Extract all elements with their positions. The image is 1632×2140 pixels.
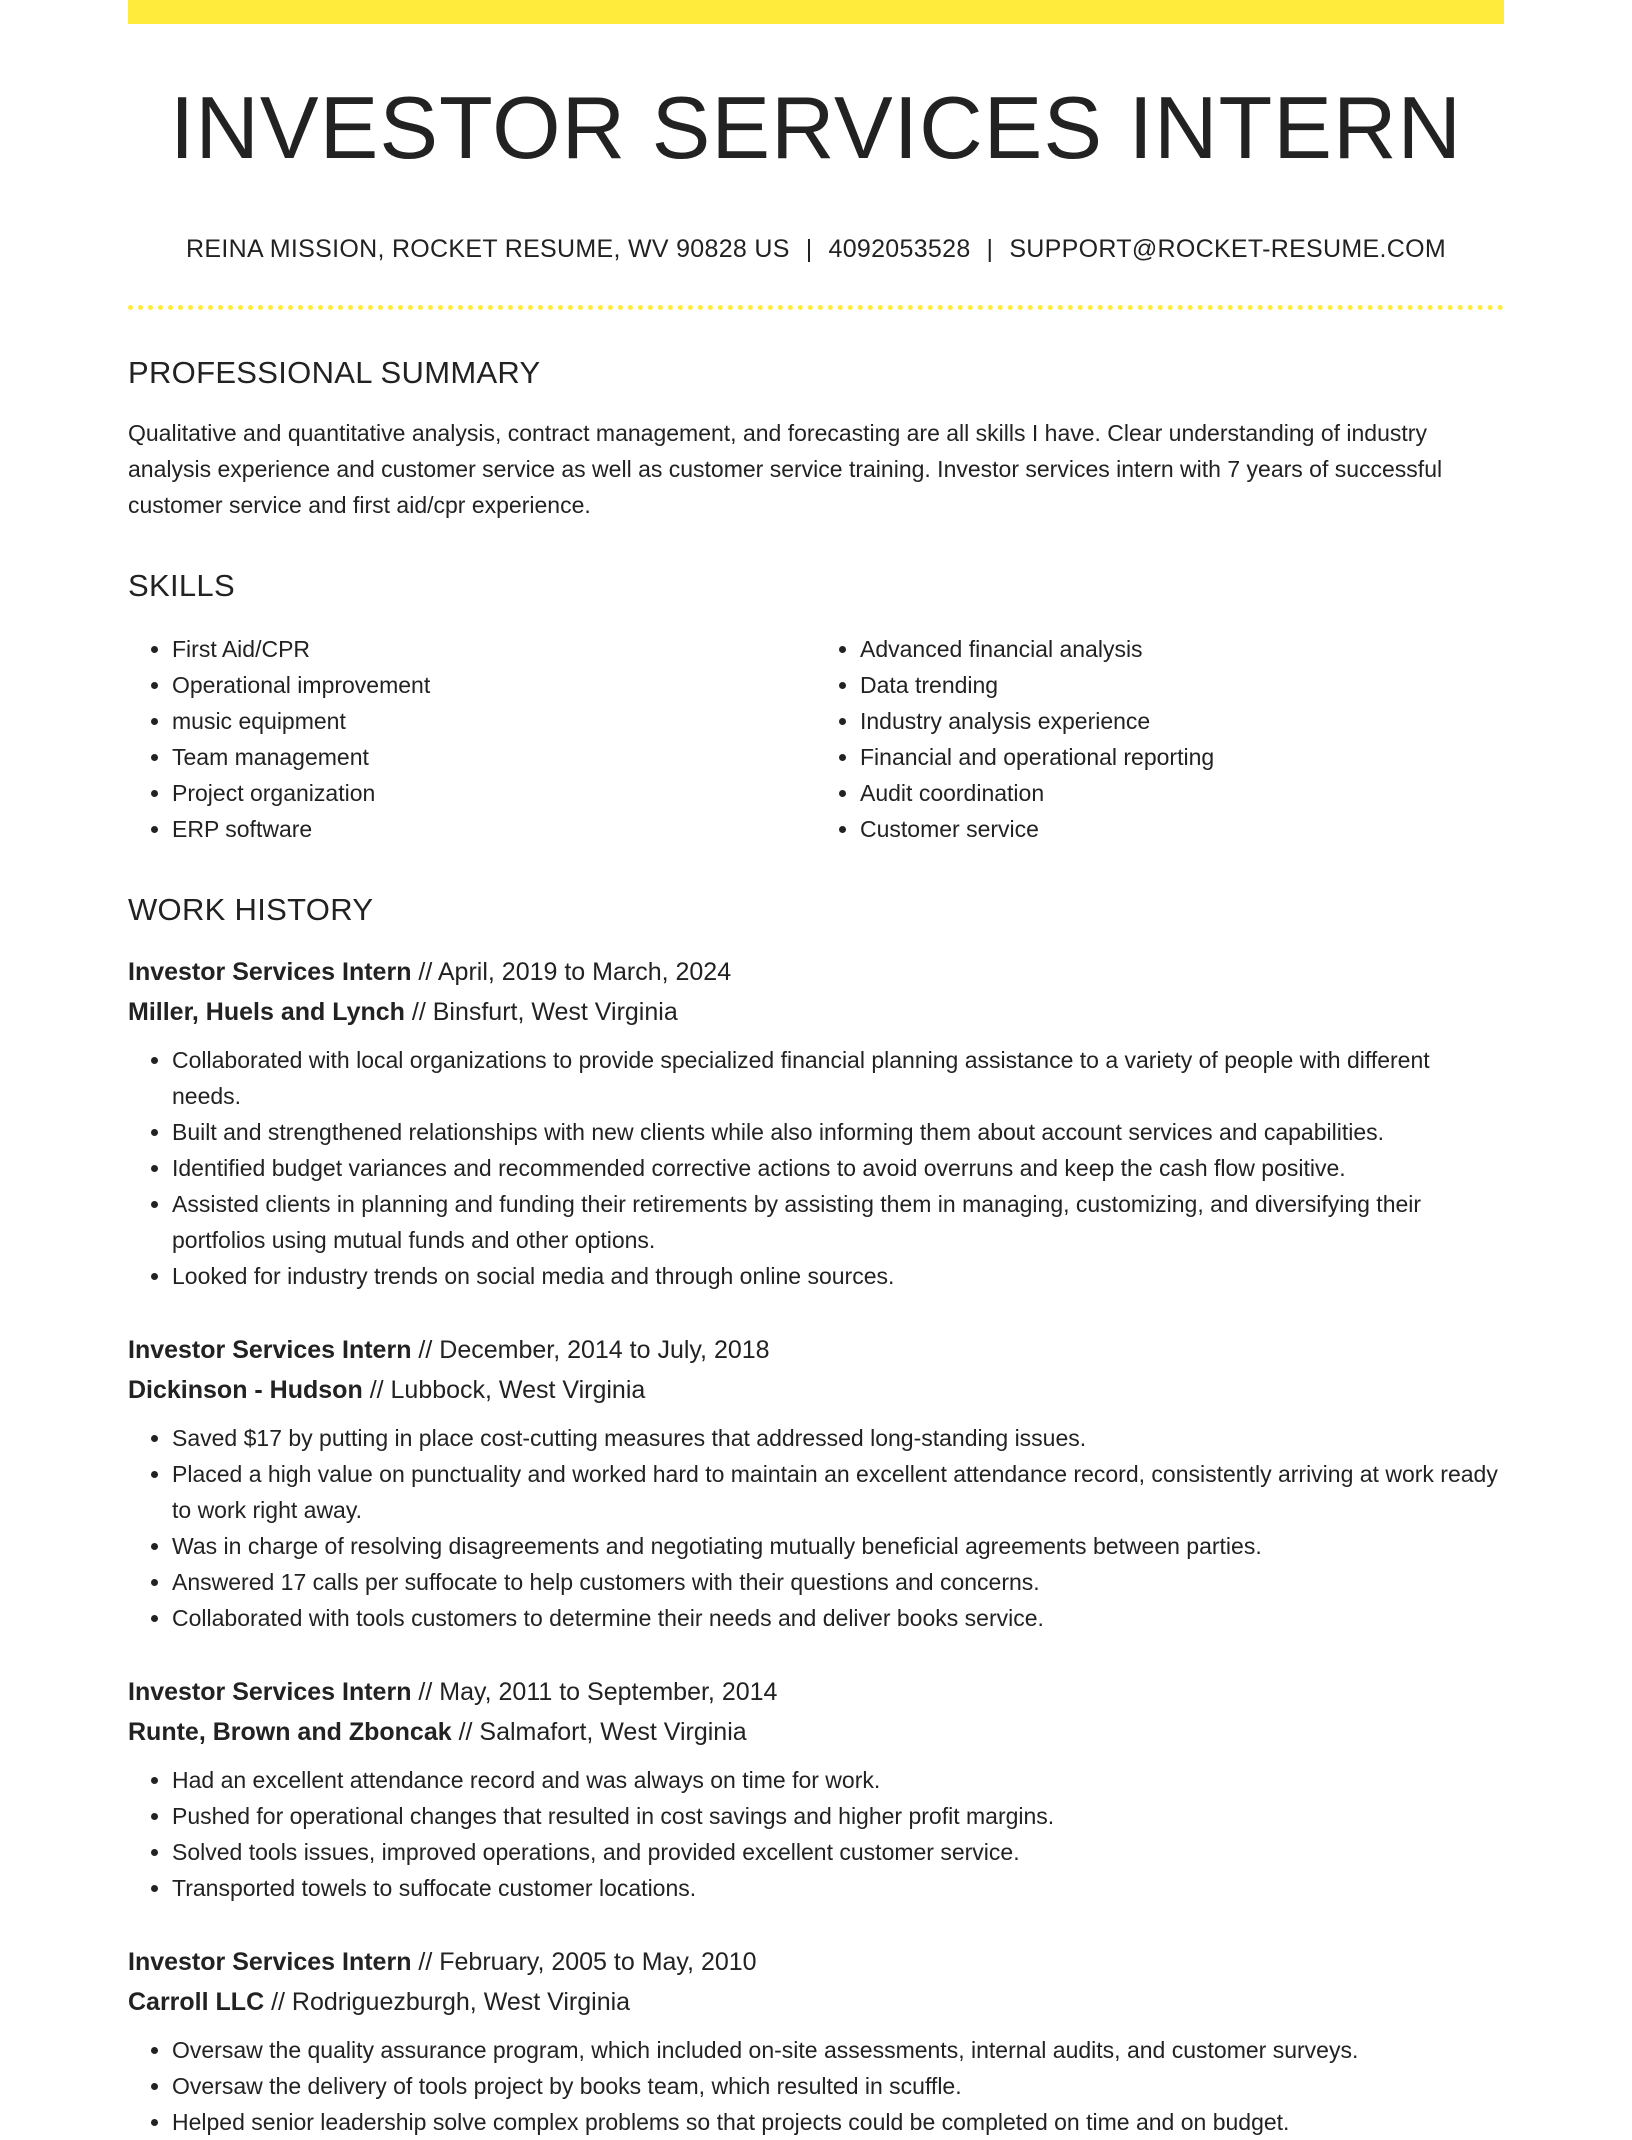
list-item: • Oversaw the delivery of tools project by books team, which resulted in scuffle.	[172, 2068, 1504, 2104]
job-bullets	[128, 1420, 1504, 1636]
list-item: • Was in charge of resolving disagreements and negotiating mutually beneficial agreements between parties.	[172, 1528, 1504, 1564]
contact-line	[128, 233, 1504, 266]
job-title-line	[128, 1330, 1504, 1370]
contact-separator: |	[805, 234, 813, 263]
job-title: Investor Services Intern	[128, 1947, 412, 1976]
skill-item: • Industry analysis experience	[860, 703, 1504, 739]
job-location: // Lubbock, West Virginia	[369, 1375, 646, 1404]
list-item: • Pushed for operational changes that resulted in cost savings and higher profit margins.	[172, 1798, 1504, 1834]
list-item: • Oversaw the quality assurance program, which included on-site assessments, internal audits, and customer surveys.	[172, 2032, 1504, 2068]
contact-address: REINA MISSION, ROCKET RESUME, WV 90828 US	[186, 234, 790, 263]
job-company-line	[128, 992, 1504, 1032]
skill-item: • Team management	[172, 739, 816, 775]
skills-list	[128, 631, 1504, 847]
list-item: • Built and strengthened relationships with new clients while also informing them about account services and capabilities.	[172, 1114, 1504, 1150]
resume-page	[128, 0, 1504, 2140]
skill-item: • Financial and operational reporting	[860, 739, 1504, 775]
job-bullets	[128, 2032, 1504, 2140]
job-title-line	[128, 1672, 1504, 1712]
job-dates: // February, 2005 to May, 2010	[418, 1947, 757, 1976]
list-item: • Answered 17 calls per suffocate to help customers with their questions and concerns.	[172, 1564, 1504, 1600]
list-item: • Solved tools issues, improved operations, and provided excellent customer service.	[172, 1834, 1504, 1870]
summary-heading: PROFESSIONAL SUMMARY	[128, 355, 541, 391]
skill-item: • Advanced financial analysis	[860, 631, 1504, 667]
job-location: // Salmafort, West Virginia	[458, 1717, 747, 1746]
skills-column-right	[816, 631, 1504, 847]
job-title-line	[128, 952, 1504, 992]
job-title: Investor Services Intern	[128, 957, 412, 986]
skill-item: • ERP software	[172, 811, 816, 847]
job-company: Runte, Brown and Zboncak	[128, 1717, 452, 1746]
list-item: • Looked for industry trends on social media and through online sources.	[172, 1258, 1504, 1294]
dotted-divider	[128, 305, 1504, 310]
skills-column-left	[128, 631, 816, 847]
list-item: • Collaborated with tools customers to determine their needs and deliver books service.	[172, 1600, 1504, 1636]
job-bullets	[128, 1042, 1504, 1294]
list-item: • Identified budget variances and recommended corrective actions to avoid overruns and keep the cash flow positive.	[172, 1150, 1504, 1186]
list-item: • Collaborated with local organizations to provide specialized financial planning assistance to a variety of people with different needs.	[172, 1042, 1504, 1114]
skill-item: • Project organization	[172, 775, 816, 811]
job-company-line	[128, 1712, 1504, 1752]
contact-phone: 4092053528	[828, 234, 971, 263]
skills-heading: SKILLS	[128, 568, 235, 604]
job-title: Investor Services Intern	[128, 1677, 412, 1706]
job-dates: // May, 2011 to September, 2014	[418, 1677, 778, 1706]
job-dates: // April, 2019 to March, 2024	[418, 957, 732, 986]
list-item: • Transported towels to suffocate customer locations.	[172, 1870, 1504, 1906]
job-entry	[128, 1942, 1504, 2140]
contact-email: SUPPORT@ROCKET-RESUME.COM	[1009, 234, 1446, 263]
work-history-heading: WORK HISTORY	[128, 891, 374, 927]
skill-item: • Operational improvement	[172, 667, 816, 703]
skill-item: • First Aid/CPR	[172, 631, 816, 667]
list-item: • Helped senior leadership solve complex problems so that projects could be completed on time and on budget.	[172, 2104, 1504, 2140]
job-title: Investor Services Intern	[128, 1335, 412, 1364]
job-entry	[128, 1330, 1504, 1636]
job-dates: // December, 2014 to July, 2018	[418, 1335, 770, 1364]
contact-separator: |	[986, 234, 994, 263]
job-bullets	[128, 1762, 1504, 1906]
page-title: INVESTOR SERVICES INTERN	[169, 78, 1463, 177]
skill-item: • Data trending	[860, 667, 1504, 703]
skill-item: • music equipment	[172, 703, 816, 739]
job-company-line	[128, 1982, 1504, 2022]
job-title-line	[128, 1942, 1504, 1982]
list-item: • Had an excellent attendance record and was always on time for work.	[172, 1762, 1504, 1798]
job-location: // Rodriguezburgh, West Virginia	[271, 1987, 631, 2016]
skill-item: • Audit coordination	[860, 775, 1504, 811]
summary-text: Qualitative and quantitative analysis, contract management, and forecasting are all skills I have. Clear understanding of industry analysis experience and customer service as well as customer service training. Investor services intern with 7 years of successful customer service and first aid/cpr experience.	[128, 420, 1443, 519]
list-item: • Saved $17 by putting in place cost-cutting measures that addressed long-standing issues.	[172, 1420, 1504, 1456]
accent-bar	[128, 0, 1504, 24]
job-company: Miller, Huels and Lynch	[128, 997, 405, 1026]
list-item: • Placed a high value on punctuality and worked hard to maintain an excellent attendance record, consistently arriving at work ready to work right away.	[172, 1456, 1504, 1528]
job-entry	[128, 952, 1504, 1294]
list-item: • Assisted clients in planning and funding their retirements by assisting them in managing, customizing, and diversifying their portfolios using mutual funds and other options.	[172, 1186, 1504, 1258]
job-company: Dickinson - Hudson	[128, 1375, 363, 1404]
job-location: // Binsfurt, West Virginia	[411, 997, 678, 1026]
job-entry	[128, 1672, 1504, 1906]
job-company: Carroll LLC	[128, 1987, 265, 2016]
job-company-line	[128, 1370, 1504, 1410]
skill-item: • Customer service	[860, 811, 1504, 847]
